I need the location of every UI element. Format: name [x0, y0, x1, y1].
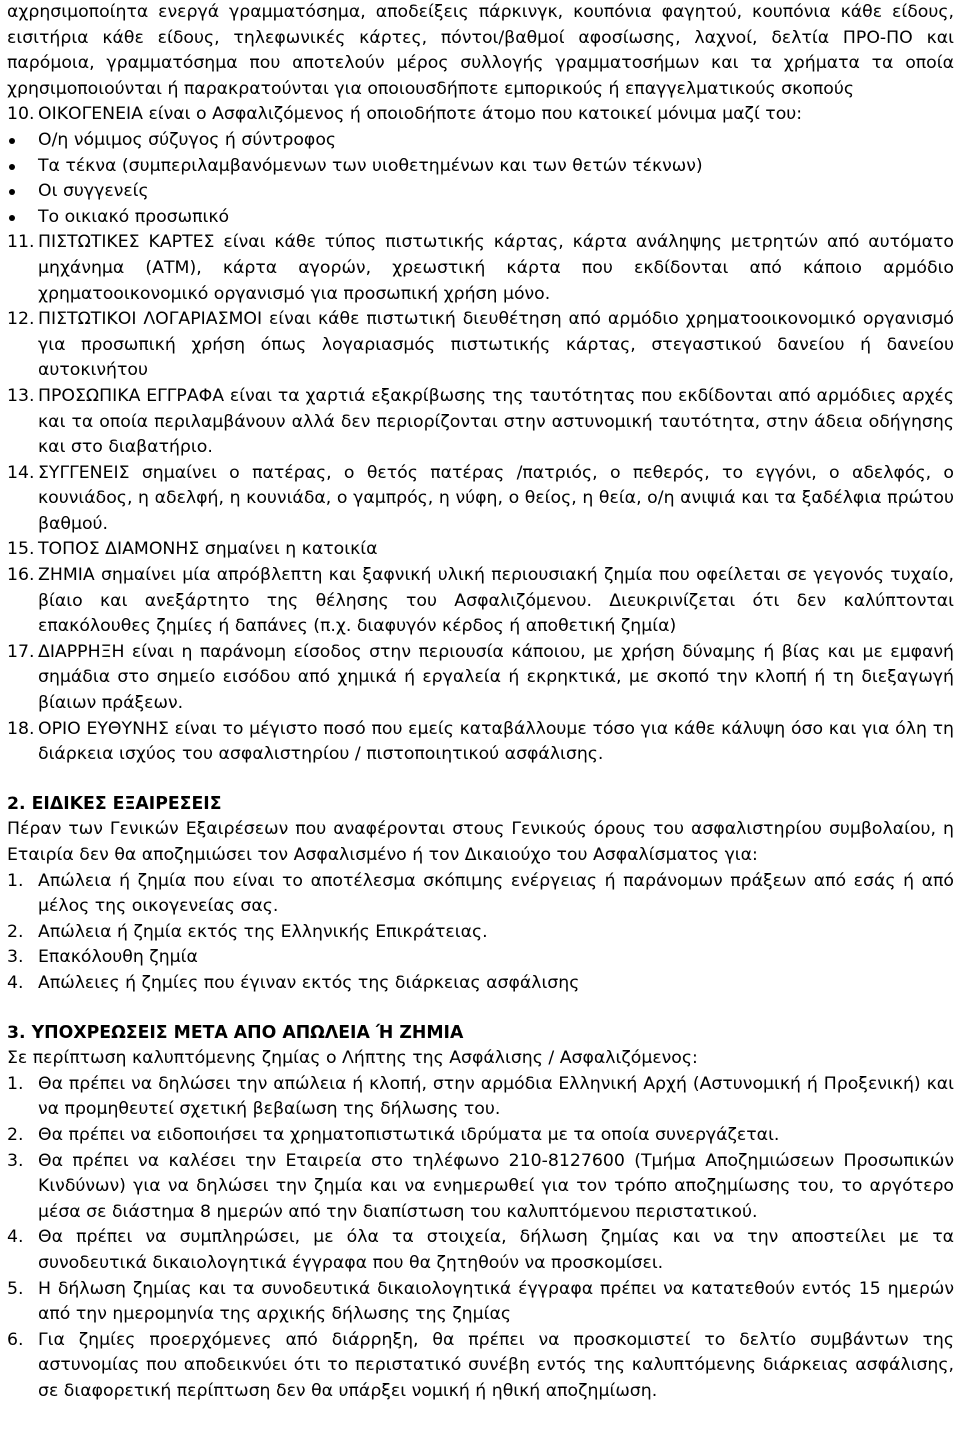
item-number: 14.	[7, 462, 35, 483]
item-number: 12.	[7, 309, 35, 330]
definition-10	[7, 102, 954, 128]
item-number: 13.	[7, 385, 35, 406]
definition-12	[7, 307, 954, 384]
definition-17	[7, 640, 954, 717]
item-text: ΟΙΚΟΓΕΝΕΙΑ είναι ο Ασφαλιζόμενος ή οποιοδήποτε άτομο που κατοικεί μόνιμα μαζί του:	[38, 104, 803, 125]
bullet-icon	[9, 189, 15, 195]
item-text: ΣΥΓΓΕΝΕΙΣ σημαίνει ο πατέρας, ο θετός πατέρας /πατριός, ο πεθερός, το εγγόνι, ο αδελφός, ο κουνιάδος, η αδελφή, η κουνιάδα, ο γαμπρός, η νύφη, ο θείος, η θεία, ο/η ανιψιά και τα ξαδέλφια πρώτου βαθμού.	[38, 462, 954, 534]
family-bullet-list	[7, 128, 954, 230]
list-item: Τα τέκνα (συμπεριλαμβανόμενων των υιοθετημένων και των θετών τέκνων)	[7, 154, 954, 180]
list-item: Ο/η νόμιμος σύζυγος ή σύντροφος	[7, 128, 954, 154]
item-number: 1.	[7, 870, 24, 891]
item-text: Απώλεια ή ζημία που είναι το αποτέλεσμα σκόπιμης ενέργειας ή παράνομων πράξεων από εσάς ή από μέλος της οικογενείας σας.	[38, 870, 954, 917]
bullet-icon	[9, 215, 15, 221]
item-number: 18.	[7, 718, 35, 739]
section-3-intro: Σε περίπτωση καλυπτόμενης ζημίας ο Λήπτης της Ασφάλισης / Ασφαλιζόμενος:	[7, 1048, 698, 1069]
exclusion-item	[7, 945, 954, 971]
item-number: 11.	[7, 232, 35, 253]
item-text: ΖΗΜΙΑ σημαίνει μία απρόβλεπτη και ξαφνική υλική περιουσιακή ζημία που οφείλεται σε γεγονός τυχαίο, βίαιο και ανεξάρτητο της θέλησης του Ασφαλιζόμενου. Διευκρινίζεται ότι δεν καλύπτονται επακόλουθες ζημίες ή δαπάνες (π.χ. διαφυγόν κέρδος ή αποθετική ζημία)	[38, 565, 954, 637]
definition-16	[7, 563, 954, 640]
item-text: Για ζημίες προερχόμενες από διάρρηξη, θα πρέπει να προσκομιστεί το δελτίο συμβάντων της αστυνομίας που αποδεικνύει ότι το περιστατικό συνέβη εντός της καλυπτόμενης διάρκειας ασφάλισης, σε διαφορετική περίπτωση δεν θα υπάρξει νομική ή ηθική αποζημίωση.	[38, 1329, 954, 1401]
item-text: Η δήλωση ζημίας και τα συνοδευτικά δικαιολογητικά έγγραφα πρέπει να κατατεθούν εντός 15 ημερών από την ημερομηνία της αρχικής δήλωσης της ζημίας	[38, 1278, 954, 1325]
item-text: Απώλειες ή ζημίες που έγιναν εκτός της διάρκειας ασφάλισης	[38, 972, 580, 993]
definition-14	[7, 461, 954, 538]
item-text: Θα πρέπει να δηλώσει την απώλεια ή κλοπή, στην αρμόδια Ελληνική Αρχή (Αστυνομική ή Προξενική) και να προμηθευτεί σχετική βεβαίωση της δήλωσης του.	[38, 1073, 954, 1120]
item-text: Θα πρέπει να καλέσει την Εταιρεία στο τηλέφωνο 210-8127600 (Τμήμα Αποζημιώσεων Προσωπικών Κινδύνων) για να δηλώσει την ζημία και να ενημερωθεί για τον τρόπο αποζημίωσης του, το αργότερο μέσα σε διάστημα 8 ημερών από την διαπίστωση του καλυπτόμενου περιστατικού.	[38, 1150, 954, 1222]
item-text: ΠΙΣΤΩΤΙΚΟΙ ΛΟΓΑΡΙΑΣΜΟΙ είναι κάθε πιστωτική διευθέτηση από αρμόδιο χρηματοοικονομικό οργανισμό για προσωπική χρήση όπως λογαριασμός πιστωτικής κάρτας, στεγαστικού δανείου ή δανείου αυτοκινήτου	[38, 309, 954, 381]
obligation-item	[7, 1149, 954, 1226]
item-number: 17.	[7, 641, 35, 662]
section-2-title: 2. ΕΙΔΙΚΕΣ ΕΞΑΙΡΕΣΕΙΣ	[7, 793, 222, 814]
item-text: Θα πρέπει να ειδοποιήσει τα χρηματοπιστωτικά ιδρύματα με τα οποία συνεργάζεται.	[38, 1124, 780, 1145]
item-number: 15.	[7, 539, 35, 560]
item-number: 2.	[7, 1124, 24, 1145]
definition-13	[7, 384, 954, 461]
item-number: 16.	[7, 565, 35, 586]
item-text: ΠΙΣΤΩΤΙΚΕΣ ΚΑΡΤΕΣ είναι κάθε τύπος πιστωτικής κάρτας, κάρτα ανάληψης μετρητών από αυτόματο μηχάνημα (ΑΤΜ), κάρτα αγορών, χρεωστική κάρτα που εκδίδονται από κάποιο αρμόδιο χρηματοοικονομικό οργανισμό για προσωπική χρήση μόνο.	[38, 232, 954, 304]
item-text: Επακόλουθη ζημία	[38, 947, 198, 968]
obligation-item	[7, 1225, 954, 1276]
item-text: Θα πρέπει να συμπληρώσει, με όλα τα στοιχεία, δήλωση ζημίας και να την αποστείλει με τα συνοδευτικά δικαιολογητικά έγγραφα που θα ζητηθούν να προσκομίσει.	[38, 1227, 954, 1273]
definition-15	[7, 537, 954, 563]
item-text: ΔΙΑΡΡΗΞΗ είναι η παράνομη είσοδος στην περιουσία κάποιου, με χρήση δύναμης ή βίας και με εμφανή σημάδια στο σημείο εισόδου από χημικά ή εργαλεία ή εκρηκτικά, με σκοπό την κλοπή ή τη διεξαγωγή βίαιων πράξεων.	[38, 641, 954, 714]
section-3-title: 3. ΥΠΟΧΡΕΩΣΕΙΣ ΜΕΤΑ ΑΠΟ ΑΠΩΛΕΙΑ Ή ΖΗΜΙΑ	[7, 1022, 464, 1043]
list-item: Οι συγγενείς	[7, 179, 954, 205]
exclusion-item	[7, 920, 954, 946]
obligation-item	[7, 1328, 954, 1405]
item-number: 5.	[7, 1278, 24, 1299]
item-text: ΤΟΠΟΣ ΔΙΑΜΟΝΗΣ σημαίνει η κατοικία	[38, 539, 378, 560]
exclusion-item	[7, 971, 954, 997]
item-number: 3.	[7, 947, 24, 968]
item-number: 10.	[7, 104, 35, 125]
definition-18	[7, 717, 954, 768]
item-number: 4.	[7, 972, 24, 993]
item-number: 3.	[7, 1150, 24, 1171]
section-2-intro: Πέραν των Γενικών Εξαιρέσεων που αναφέρονται στους Γενικούς όρους του ασφαλιστηρίου συμβολαίου, η Εταιρία δεν θα αποζημιώσει τον Ασφαλισμένο ή τον Δικαιούχο του Ασφαλίσματος για:	[7, 819, 954, 865]
item-text: ΟΡΙΟ ΕΥΘΥΝΗΣ είναι το μέγιστο ποσό που εμείς καταβάλλουμε τόσο για κάθε κάλυψη όσο και για όλη τη διάρκεια ισχύος του ασφαλιστηρίου / πιστοποιητικού ασφάλισης.	[38, 718, 954, 765]
item-number: 4.	[7, 1227, 24, 1248]
obligation-item	[7, 1123, 954, 1149]
obligation-item	[7, 1277, 954, 1328]
obligation-item	[7, 1072, 954, 1123]
item-number: 6.	[7, 1329, 24, 1350]
item-text: Απώλεια ή ζημία εκτός της Ελληνικής Επικράτειας.	[38, 921, 488, 942]
bullet-icon	[9, 164, 15, 170]
item-number: 2.	[7, 921, 24, 942]
exclusion-item	[7, 869, 954, 920]
list-item: Το οικιακό προσωπικό	[7, 205, 954, 231]
item-number: 1.	[7, 1073, 24, 1094]
item-text: ΠΡΟΣΩΠΙΚΑ ΕΓΓΡΑΦΑ είναι τα χαρτιά εξακρίβωσης της ταυτότητας που εκδίδονται από αρμόδιες αρχές και τα οποία περιλαμβάνουν αλλά δεν περιορίζονται στην αστυνομική ταυτότητα, στην άδεια οδήγησης και στο διαβατήριο.	[38, 385, 954, 458]
bullet-icon	[9, 138, 15, 144]
intro-paragraph: αχρησιμοποίητα ενεργά γραμματόσημα, αποδείξεις πάρκινγκ, κουπόνια φαγητού, κουπόνια κάθε είδους, εισιτήρια κάθε είδους, τηλεφωνικές κάρτες, πόντοι/βαθμοί αφοσίωσης, λαχνοί, δελτία ΠΡΟ-ΠΟ και παρόμοια, γραμματόσημα που αποτελούν μέρος συλλογής γραμματοσήμων και τα χρήματα τα οποία χρησιμοποιούνται ή παρακρατούνται για οποιουσδήποτε εμπορικούς ή επαγγελματικούς σκοπούς	[7, 2, 954, 99]
definition-11	[7, 230, 954, 307]
